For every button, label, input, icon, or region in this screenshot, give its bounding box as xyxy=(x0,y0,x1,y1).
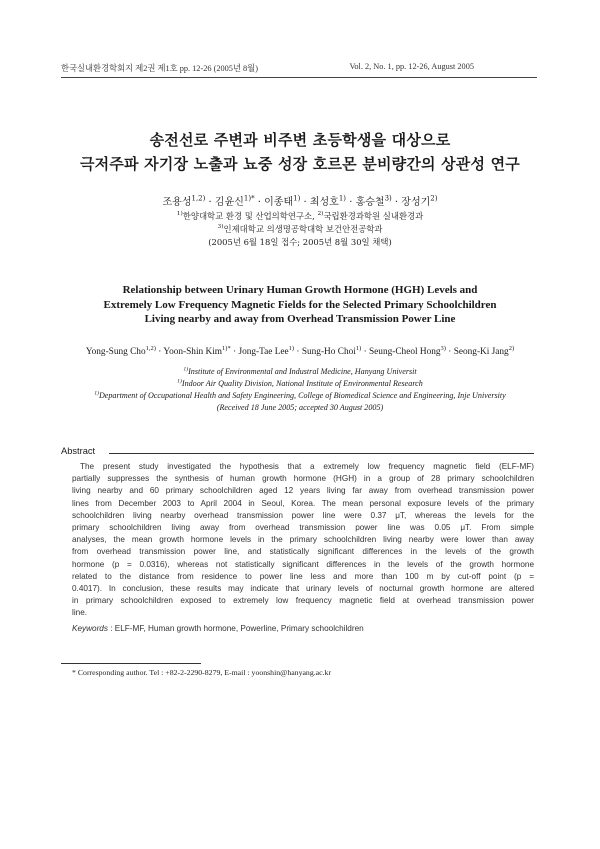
abstract-line: related to the distance from residence to power line less and more than 100 m by cut-off point (p = xyxy=(72,571,534,581)
author-name: Seung-Cheol Hong xyxy=(369,347,441,357)
author-sup: 1) xyxy=(288,344,295,352)
author-sup: 1) xyxy=(293,194,301,203)
author-sup: 2) xyxy=(430,194,438,203)
author-separator: · xyxy=(445,347,454,357)
affiliation-sup: 1) xyxy=(94,390,99,397)
affiliation-sup: 3) xyxy=(217,224,224,231)
author-separator: · xyxy=(254,197,265,208)
korean-affiliation-2 xyxy=(0,223,600,236)
affiliation-text: 한양대학교 환경 및 산업의학연구소, xyxy=(182,211,318,221)
abstract-line: 0.4017). In conclusion, these results may indicate that urinary levels of nocturnal growth hormone are altered xyxy=(72,583,534,593)
header-rule xyxy=(61,77,537,78)
author-sup: 1,2) xyxy=(145,344,156,352)
author-sup: 1) xyxy=(355,344,362,352)
affiliation-text: 인제대학교 의생명공학대학 보건안전공학과 xyxy=(223,224,383,234)
english-title-line-3: Living nearby and away from Overhead Transmission Power Line xyxy=(144,313,456,325)
korean-affiliation-1 xyxy=(0,210,600,223)
affiliation-text: Department of Occupational Health and Safety Engineering, College of Biomedical Science and Engineering, Inje University xyxy=(98,391,506,400)
korean-title-line-1: 송전선로 주변과 비주변 초등학생을 대상으로 xyxy=(149,131,451,149)
english-title xyxy=(0,283,600,327)
affiliation-sup: 1) xyxy=(177,378,182,385)
abstract-heading: Abstract xyxy=(61,446,96,456)
keywords-label: Keywords xyxy=(72,624,108,633)
running-header-right: Vol. 2, No. 1, pp. 12-26, August 2005 xyxy=(349,62,474,71)
affiliation-sup: 1) xyxy=(183,366,189,373)
english-affiliation-1 xyxy=(0,366,600,378)
author-name: Seong-Ki Jang xyxy=(453,347,509,357)
author-name: Sung-Ho Choi xyxy=(301,347,356,357)
abstract-body xyxy=(72,461,534,619)
abstract-line: line. xyxy=(72,608,88,618)
author-separator: · xyxy=(294,347,302,357)
affiliation-sup: 1) xyxy=(176,211,183,218)
author-name: 조용성 xyxy=(162,197,192,208)
author-separator: · xyxy=(391,197,402,208)
abstract-line: living nearby and 60 primary schoolchildren aged 12 years living far away from overhead transmission power xyxy=(72,486,534,496)
author-separator: · xyxy=(155,347,164,357)
footnote-rule xyxy=(61,663,201,664)
author-name: 김윤신 xyxy=(214,197,244,208)
author-name: Jong-Tae Lee xyxy=(238,347,289,357)
affiliation-text: 국립환경과학원 실내환경과 xyxy=(323,211,424,221)
abstract-line: analyses, the mean growth hormone levels in the primary schoolchildren living nearby were lower than away xyxy=(72,535,534,545)
author-name: 이종태 xyxy=(264,197,294,208)
abstract-line: schoolchildren living nearby overhead transmission power line were 0.37 μT, whereas the levels for the xyxy=(72,510,534,520)
running-header-left: 한국실내환경학회지 제2권 제1호 pp. 12-26 (2005년 8월) xyxy=(61,64,258,73)
author-separator: · xyxy=(300,197,310,208)
korean-title xyxy=(0,128,600,176)
abstract-rule xyxy=(109,453,534,454)
abstract-line: partially suppresses the synthesis of human growth hormone (HGH) in a group of 28 primary schoolchildren xyxy=(72,474,534,484)
author-sup: 3) xyxy=(440,344,446,352)
author-name: 장성기 xyxy=(401,197,431,208)
author-sup: 3) xyxy=(384,194,392,203)
korean-title-line-2: 극저주파 자기장 노출과 뇨중 성장 호르몬 분비량간의 상관성 연구 xyxy=(79,155,520,173)
author-sup: 1)* xyxy=(222,344,231,352)
abstract-line: hormone (p = 0.0316), whereas not statistically significant differences in the levels of the growth hormone xyxy=(72,559,534,569)
corresponding-author-footnote: * Corresponding author. Tel : +82-2-2290-8279, E-mail : yoonshin@hanyang.ac.kr xyxy=(72,668,332,677)
affiliation-text: Institute of Environmental and Industral Medicine, Hanyang Universit xyxy=(188,367,417,376)
author-sup: 1)* xyxy=(243,194,255,203)
author-name: Yong-Sung Cho xyxy=(85,347,146,357)
author-name: 홍승철 xyxy=(355,197,385,208)
author-separator: · xyxy=(346,197,356,208)
keywords-separator: : xyxy=(107,624,115,633)
author-sup: 1,2) xyxy=(191,194,206,203)
affiliation-text: Indoor Air Quality Division, National Institute of Environmental Research xyxy=(181,379,423,388)
english-affiliation-2 xyxy=(0,378,600,390)
author-name: 최성호 xyxy=(309,197,339,208)
english-received-date: (Received 18 June 2005; accepted 30 August 2005) xyxy=(216,403,384,412)
english-authors xyxy=(0,344,600,357)
korean-authors xyxy=(0,193,600,208)
author-separator: · xyxy=(230,347,239,357)
english-title-line-2: Extremely Low Frequency Magnetic Fields for the Selected Primary Schoolchildren xyxy=(103,298,497,311)
korean-received-date: (2005년 6월 18일 접수; 2005년 8월 30일 채택) xyxy=(208,237,392,247)
keywords xyxy=(72,624,364,633)
author-name: Yoon-Shin Kim xyxy=(163,347,223,357)
author-separator: · xyxy=(361,347,369,357)
english-title-line-1: Relationship between Urinary Human Growth Hormone (HGH) Levels and xyxy=(122,284,478,296)
abstract-line: The present study investigated the hypothesis that a extremely low frequency magnetic field (ELF-MF) xyxy=(80,462,534,471)
abstract-line: primary schoolchildren living away from overhead transmission power line was 0.05 μT. From simple xyxy=(72,522,534,532)
author-sup: 1) xyxy=(338,194,347,203)
abstract-line: from overhead transmission power line, and statistically significant differences in the levels of the growth xyxy=(72,547,534,557)
author-sup: 2) xyxy=(508,344,515,352)
english-affiliation-3 xyxy=(0,390,600,402)
author-separator: · xyxy=(205,197,215,208)
abstract-line: in primary schoolchildren exposed to extremely low frequency magnetic field at overhead transmission power xyxy=(72,596,534,606)
keywords-text: ELF-MF, Human growth hormone, Powerline, Primary schoolchildren xyxy=(114,624,364,633)
affiliation-sup: 2) xyxy=(317,211,324,218)
abstract-line: lines from December 2003 to April 2004 in Seoul, Korea. The mean personal exposure levels of the primary xyxy=(72,498,534,508)
